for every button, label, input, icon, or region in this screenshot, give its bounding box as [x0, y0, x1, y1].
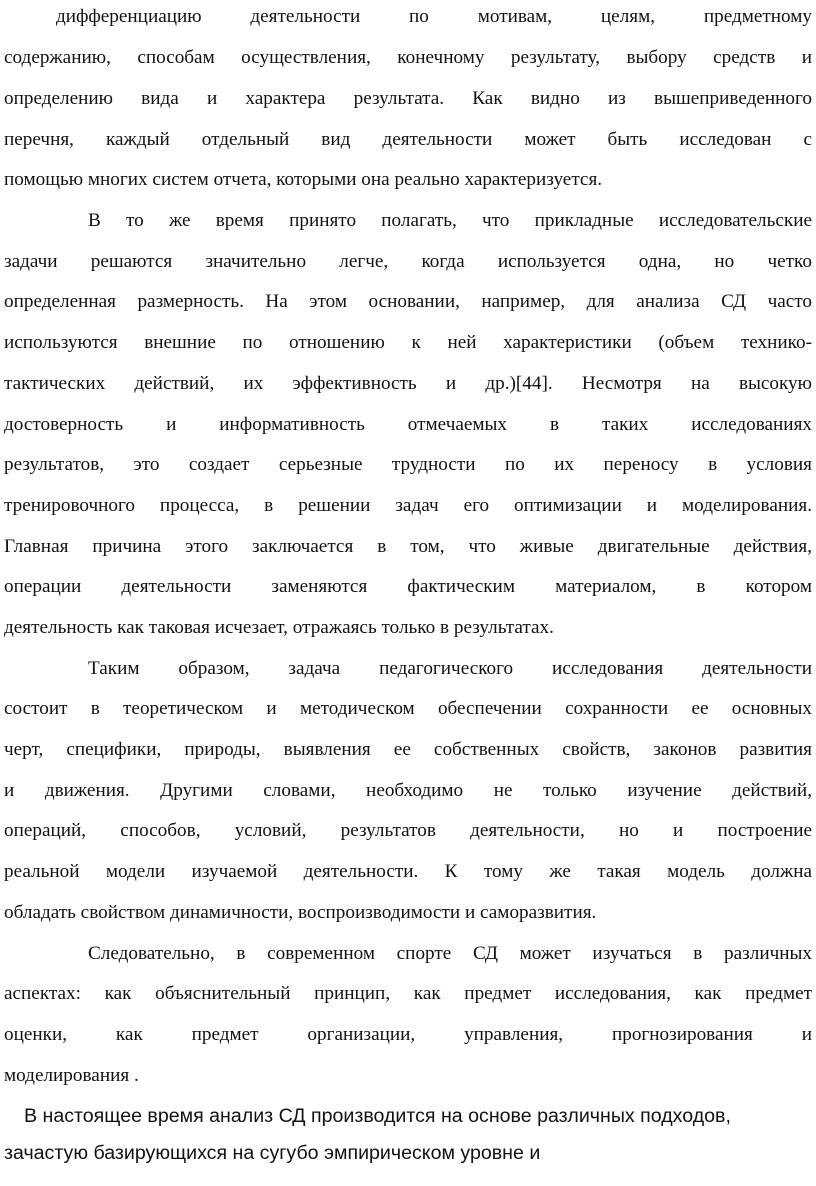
- text-line: результатов, это создает серьезные трудности по их переносу в условия: [4, 454, 812, 475]
- text-line: определению вида и характера результата. Как видно из вышеприведенного: [4, 88, 812, 109]
- text-line: Следовательно, в современном спорте СД может изучаться в различных: [88, 943, 812, 964]
- text-line: В то же время принято полагать, что прикладные исследовательские: [88, 210, 812, 231]
- text-line: операций, способов, условий, результатов деятельности, но и построение: [4, 820, 812, 841]
- text-line: задачи решаются значительно легче, когда используется одна, но четко: [4, 251, 812, 272]
- text-line: состоит в теоретическом и методическом обеспечении сохранности ее основных: [4, 698, 812, 719]
- text-line: Таким образом, задача педагогического исследования деятельности: [88, 658, 812, 679]
- text-line: моделирования .: [4, 1065, 139, 1086]
- text-line: достоверность и информативность отмечаемых в таких исследованиях: [4, 414, 812, 435]
- text-line: и движения. Другими словами, необходимо не только изучение действий,: [4, 780, 812, 801]
- text-line: используются внешние по отношению к ней характеристики (объем технико-: [4, 332, 812, 353]
- text-line: дифференциацию деятельности по мотивам, целям, предметному: [56, 6, 812, 27]
- text-line: черт, специфики, природы, выявления ее собственных свойств, законов развития: [4, 739, 812, 760]
- text-line: В настоящее время анализ СД производится на основе различных подходов,: [24, 1105, 731, 1127]
- text-line: тренировочного процесса, в решении задач его оптимизации и моделирования.: [4, 495, 812, 516]
- text-line: помощью многих систем отчета, которыми она реально характеризуется.: [4, 169, 603, 190]
- text-line: аспектах: как объяснительный принцип, как предмет исследования, как предмет: [4, 983, 812, 1004]
- text-line: реальной модели изучаемой деятельности. К тому же такая модель должна: [4, 861, 812, 882]
- text-line: деятельность как таковая исчезает, отражаясь только в результатах.: [4, 617, 554, 638]
- text-line: Главная причина этого заключается в том, что живые двигательные действия,: [4, 536, 812, 557]
- text-line: определенная размерность. На этом основании, например, для анализа СД часто: [4, 291, 812, 312]
- text-line: операции деятельности заменяются фактическим материалом, в котором: [4, 576, 812, 597]
- text-line: обладать свойством динамичности, воспроизводимости и саморазвития.: [4, 902, 597, 923]
- text-line: содержанию, способам осуществления, конечному результату, выбору средств и: [4, 47, 812, 68]
- text-line: тактических действий, их эффективность и др.)[44]. Несмотря на высокую: [4, 373, 812, 394]
- text-line: оценки, как предмет организации, управления, прогнозирования и: [4, 1024, 812, 1045]
- text-line: зачастую базирующихся на сугубо эмпирическом уровне и: [4, 1142, 541, 1164]
- text-line: перечня, каждый отдельный вид деятельности может быть исследован с: [4, 129, 812, 150]
